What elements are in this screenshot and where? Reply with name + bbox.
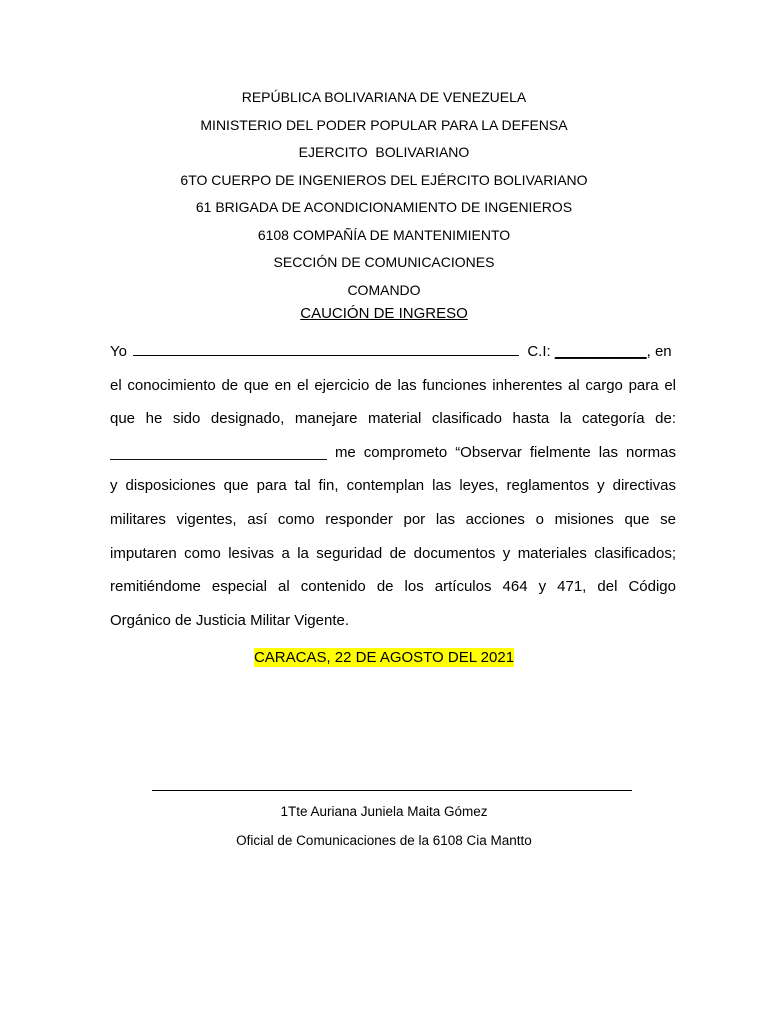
category-blank: __________________________: [110, 443, 327, 461]
body-line-8: remitiéndome especial al contenido de los artículos 464 y 471, del Código: [110, 578, 676, 596]
header-line-section: SECCIÓN DE COMUNICACIONES: [273, 254, 495, 270]
signer-name: 1Tte Auriana Juniela Maita Gómez: [280, 804, 488, 819]
header-line-corps: 6TO CUERPO DE INGENIEROS DEL EJÉRCITO BOLIVARIANO: [180, 171, 588, 188]
ci-blank: ___________: [554, 343, 647, 360]
date-line: [0, 649, 768, 666]
header-line-brigade: 61 BRIGADA DE ACONDICIONAMIENTO DE INGENIEROS: [195, 199, 573, 215]
header-line-country: REPÚBLICA BOLIVARIANA DE VENEZUELA: [241, 89, 527, 105]
body-line-1: [110, 335, 676, 369]
header-line-army: EJERCITO BOLIVARIANO: [298, 144, 470, 160]
body-line-7: imputaren como lesivas a la seguridad de documentos y materiales clasificados;: [110, 544, 676, 562]
body-line-9: Orgánico de Justicia Militar Vigente.: [110, 611, 350, 629]
letterhead: [0, 84, 768, 304]
signer-role: Oficial de Comunicaciones de la 6108 Cia Mantto: [236, 833, 532, 848]
body-line-6: militares vigentes, así como responder por las acciones o misiones que se: [110, 510, 676, 528]
signature-line: [152, 790, 632, 791]
document-body: [110, 335, 676, 637]
body-line-4: [110, 436, 676, 470]
document-title: CAUCIÓN DE INGRESO: [300, 305, 468, 322]
commitment-text: me comprometo “Observar fielmente las normas: [334, 443, 676, 461]
header-line-company: 6108 COMPAÑÍA DE MANTENIMIENTO: [257, 226, 511, 243]
name-blank: [133, 341, 519, 356]
body-line-5: y disposiciones que para tal fin, contemplan las leyes, reglamentos y directivas: [110, 477, 676, 495]
header-line-ministry: MINISTERIO DEL PODER POPULAR PARA LA DEFENSA: [200, 116, 568, 133]
body-line-3: que he sido designado, manejare material clasificado hasta la categoría de:: [110, 410, 676, 428]
header-line-command: COMANDO: [347, 281, 421, 298]
date-highlight: CARACAS, 22 DE AGOSTO DEL 2021: [253, 649, 515, 666]
ci-label: C.I:: [527, 343, 551, 360]
yo-label: Yo: [110, 343, 127, 360]
body-line-2: el conocimiento de que en el ejercicio de las funciones inherentes al cargo para el: [110, 376, 676, 394]
line1-end: , en: [646, 343, 672, 360]
